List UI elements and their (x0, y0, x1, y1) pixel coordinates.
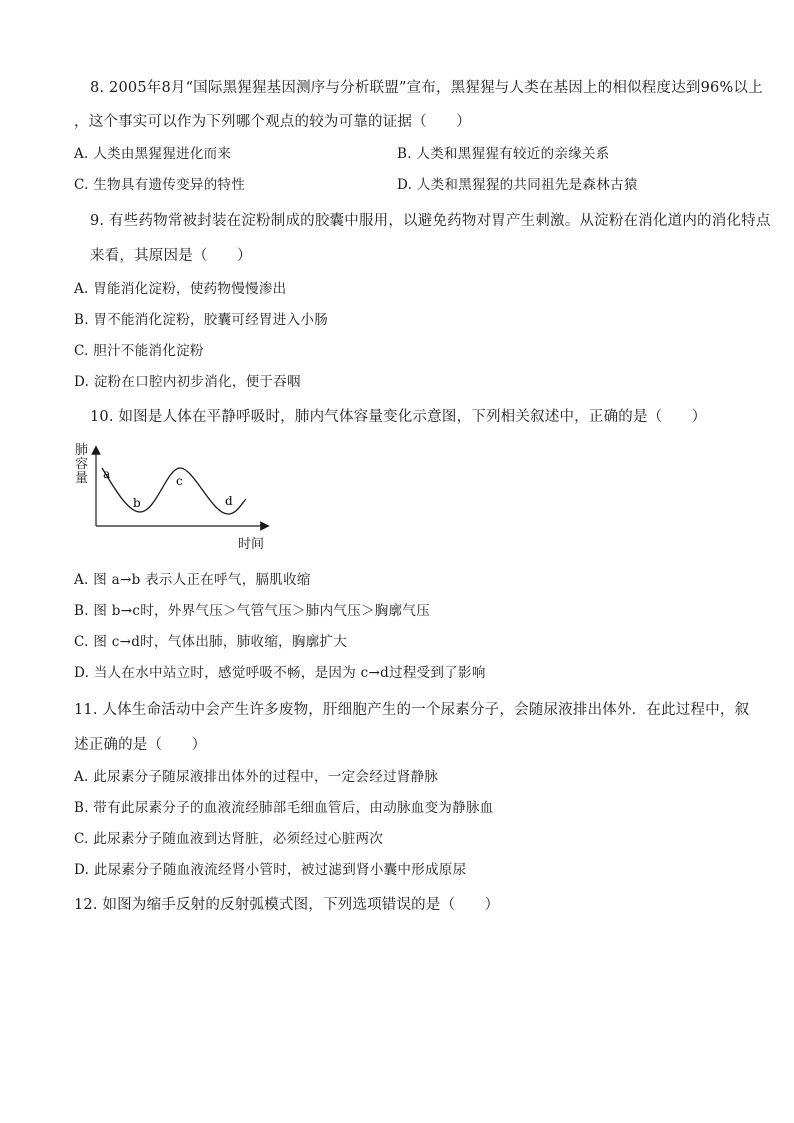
q11-option-d: D. 此尿素分子随血液流经肾小管时，被过滤到肾小囊中形成原尿 (74, 862, 467, 878)
q9-option-a: A. 胃能消化淀粉，使药物慢慢渗出 (74, 281, 287, 297)
q8-option-d: D. 人类和黑猩猩的共同祖先是森林古猿 (397, 177, 638, 193)
q11-stem-line2: 述正确的是（ ） (74, 737, 207, 753)
point-label-c: c (176, 474, 183, 488)
q11-option-c: C. 此尿素分子随血液到达肾脏，必须经过心脏两次 (74, 831, 384, 847)
q10-option-a: A. 图 a→b 表示人正在呼气，膈肌收缩 (74, 572, 311, 588)
point-label-d: d (225, 494, 233, 508)
q9-option-d: D. 淀粉在口腔内初步消化，便于吞咽 (74, 374, 301, 390)
q8-option-a: A. 人类由黑猩猩进化而来 (74, 146, 232, 162)
y-axis-label: 肺容量 (75, 443, 89, 486)
q8-stem-line2: ，这个事实可以作为下列哪个观点的较为可靠的证据（ ） (74, 114, 471, 130)
q10-stem: 10. 如图是人体在平静呼吸时，肺内气体容量变化示意图，下列相关叙述中，正确的是（ ） (90, 409, 707, 425)
q9-stem-line2: 来看，其原因是（ ） (90, 248, 252, 264)
point-label-a: a (103, 467, 111, 481)
point-label-b: b (133, 496, 141, 510)
q9-option-c: C. 胆汁不能消化淀粉 (74, 343, 204, 359)
q9-stem-line1: 9. 有些药物常被封装在淀粉制成的胶囊中服用，以避免药物对胃产生刺激。从淀粉在消化道内的消化特点 (90, 213, 771, 229)
q10-option-b: B. 图 b→c时，外界气压＞气管气压＞肺内气压＞胸廓气压 (74, 603, 431, 619)
q12-stem: 12. 如图为缩手反射的反射弧模式图，下列选项错误的是（ ） (74, 897, 500, 913)
q10-option-d: D. 当人在水中站立时，感觉呼吸不畅，是因为 c→d过程受到了影响 (74, 665, 486, 681)
q11-option-a: A. 此尿素分子随尿液排出体外的过程中，一定会经过肾静脉 (74, 769, 439, 785)
q8-option-b: B. 人类和黑猩猩有较近的亲缘关系 (397, 146, 610, 162)
q10-option-c: C. 图 c→d时，气体出肺，肺收缩，胸廓扩大 (74, 634, 348, 650)
q8-option-c: C. 生物具有遗传变异的特性 (74, 177, 246, 193)
q8-stem-line1: 8. 2005年8月“国际黑猩猩基因测序与分析联盟”宣布，黑猩猩与人类在基因上的相似程度达到96%以上 (90, 80, 763, 96)
x-axis-label: 时间 (238, 537, 265, 552)
q11-option-b: B. 带有此尿素分子的血液流经肺部毛细血管后，由动脉血变为静脉血 (74, 800, 494, 816)
q9-option-b: B. 胃不能消化淀粉，胶囊可经胃进入小肠 (74, 312, 329, 328)
q11-stem-line1: 11. 人体生命活动中会产生许多废物，肝细胞产生的一个尿素分子，会随尿液排出体外．在此过程中，叙 (74, 702, 750, 718)
